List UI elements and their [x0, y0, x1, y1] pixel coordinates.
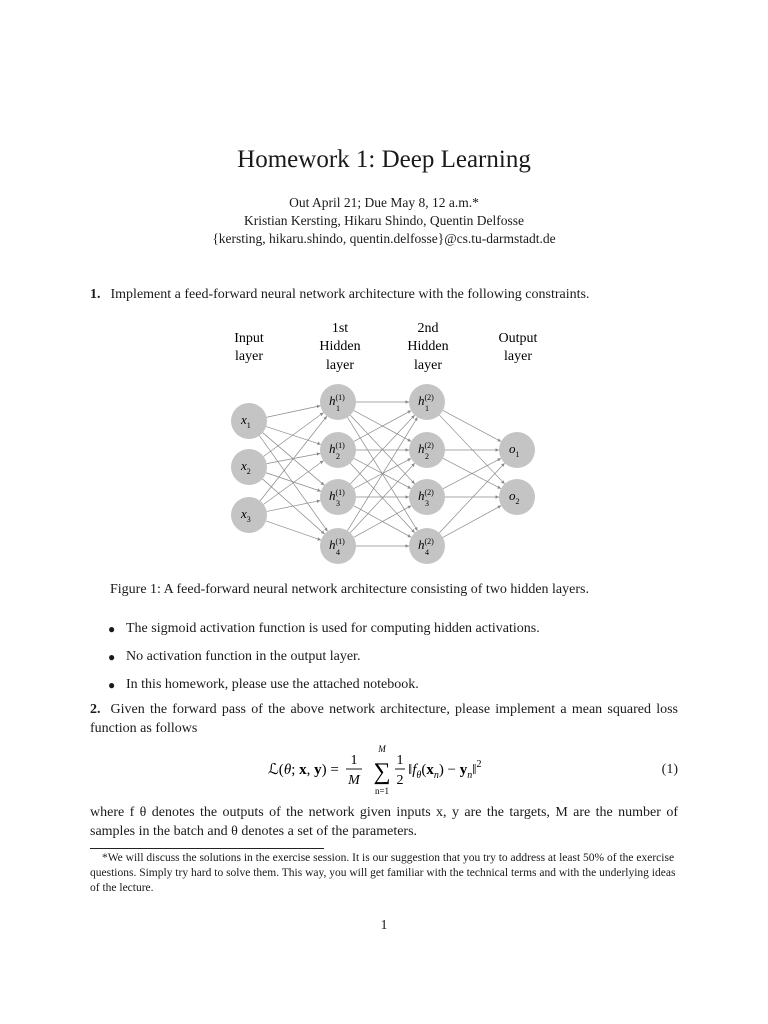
hidden1-layer-label-2: Hidden — [319, 339, 361, 354]
node-label: $x_3$ — [241, 506, 251, 524]
node-circle — [409, 432, 445, 468]
network-node-h2-4 — [409, 528, 445, 564]
question-1 — [90, 285, 678, 304]
node-label: $h^{(2)}$ — [418, 441, 434, 456]
network-node-h1-3 — [320, 479, 356, 515]
network-node-h2-2 — [409, 432, 445, 468]
constraints-list — [108, 615, 540, 699]
network-node-x-1 — [231, 403, 267, 439]
list-item-text: No activation function in the output layer. — [126, 649, 361, 664]
network-node-o-2 — [499, 479, 535, 515]
hidden1-layer-label-3: layer — [326, 358, 354, 373]
footnote: *We will discuss the solutions in the exercise session. It is our suggestion that you try to address at least 50% of the exercise questions. Simply try hard to solve them. This way, you will get familiar with the technical terms and with the underlying ideas of the lecture. — [90, 852, 676, 894]
input-layer-label-1: Input — [234, 331, 264, 346]
page-number: 1 — [380, 918, 388, 933]
hidden2-layer-label-2: Hidden — [407, 339, 449, 354]
author-emails: {kersting, hikaru.shindo, quentin.delfosse}@cs.tu-darmstadt.de — [212, 231, 556, 246]
node-circle — [409, 384, 445, 420]
node-circle — [409, 528, 445, 564]
hidden1-layer-label-1: 1st — [331, 321, 349, 336]
node-subscript: 4 — [336, 548, 340, 557]
network-node-x-3 — [231, 497, 267, 533]
list-item-text: The sigmoid activation function is used for computing hidden activations. — [126, 621, 540, 636]
network-node-h1-2 — [320, 432, 356, 468]
list-item-text: In this homework, please use the attached notebook. — [126, 677, 419, 692]
network-node-o-1 — [499, 432, 535, 468]
equation-number: (1) — [661, 762, 678, 777]
node-circle — [320, 479, 356, 515]
network-edge — [260, 416, 327, 501]
node-subscript: 3 — [336, 499, 340, 508]
network-node-x-2 — [231, 449, 267, 485]
list-item: ● No activation function in the output layer. — [108, 649, 361, 664]
sum-lower: n=1 — [374, 786, 390, 796]
question-1-text: Implement a feed-forward neural network architecture with the following constraints. — [110, 287, 590, 302]
node-subscript: 1 — [336, 404, 340, 413]
network-edge — [259, 436, 327, 532]
network-edge — [443, 410, 501, 441]
frac1-numerator: 1 — [350, 753, 358, 768]
question-2 — [90, 700, 678, 738]
node-label: $o_2$ — [509, 488, 520, 506]
node-label: $h^{(1)}$ — [329, 441, 345, 456]
node-label: $h^{(2)}$ — [418, 393, 434, 408]
frac2-denominator: 2 — [396, 773, 404, 788]
node-label: $h^{(2)}$ — [418, 537, 434, 552]
network-edge — [262, 479, 324, 534]
network-node-h2-1 — [409, 384, 445, 420]
hidden2-layer-label-1: 2nd — [417, 321, 439, 336]
equation-lhs: ℒ(θ; x, y) = — [268, 762, 339, 778]
network-edges — [259, 402, 504, 546]
frac1-denominator: M — [348, 773, 360, 788]
node-label: $h^{(1)}$ — [329, 537, 345, 552]
node-subscript: 2 — [336, 452, 340, 461]
question-1-number: 1. — [90, 287, 101, 302]
output-layer-label-1: Output — [498, 331, 538, 346]
node-subscript: 2 — [425, 452, 429, 461]
node-label: $h^{(1)}$ — [329, 488, 345, 503]
node-label: $h^{(2)}$ — [418, 488, 434, 503]
network-node-h2-3 — [409, 479, 445, 515]
node-circle — [320, 384, 356, 420]
equation-body: $‖f_\theta(x_n)$ − $y_n‖^2$ — [408, 759, 482, 781]
network-edge — [443, 506, 501, 538]
node-label: $x_1$ — [241, 412, 251, 430]
network-node-h1-4 — [320, 528, 356, 564]
after-equation-text: where f θ denotes the outputs of the network given inputs x, y are the targets, M are the number of samples in the batch and θ denotes a set of the parameters. — [90, 805, 678, 839]
list-item: ● The sigmoid activation function is used for computing hidden activations. — [108, 621, 540, 636]
neural-network-diagram — [220, 314, 550, 570]
output-layer-label-2: layer — [504, 349, 532, 364]
node-label: $h^{(1)}$ — [329, 393, 345, 408]
node-subscript: 3 — [425, 499, 429, 508]
input-layer-label-2: layer — [235, 349, 263, 364]
node-label: $x_2$ — [241, 458, 251, 476]
node-circle — [409, 479, 445, 515]
network-edge — [267, 406, 321, 417]
node-circle — [320, 432, 356, 468]
network-node-h1-1 — [320, 384, 356, 420]
network-edge — [266, 427, 321, 445]
node-subscript: 4 — [425, 548, 429, 557]
sum-symbol: ∑ — [373, 759, 391, 785]
loss-equation — [262, 742, 512, 798]
frac2-numerator: 1 — [396, 753, 404, 768]
sum-upper: M — [378, 744, 386, 754]
network-edge — [264, 461, 324, 505]
network-edge — [264, 413, 324, 457]
node-circle — [320, 528, 356, 564]
list-item: ● In this homework, please use the attached notebook. — [108, 677, 419, 692]
due-dates: Out April 21; Due May 8, 12 a.m.* — [289, 195, 479, 210]
document-title: Homework 1: Deep Learning — [237, 146, 531, 173]
authors: Kristian Kersting, Hikaru Shindo, Quentin Delfosse — [243, 213, 525, 228]
node-label: $o_1$ — [509, 441, 520, 459]
hidden2-layer-label-3: layer — [414, 358, 442, 373]
question-2-number: 2. — [90, 702, 101, 717]
footnote-rule — [90, 848, 324, 849]
figure-caption: Figure 1: A feed-forward neural network architecture consisting of two hidden layers. — [110, 582, 589, 597]
node-subscript: 1 — [425, 404, 429, 413]
question-2-text: Given the forward pass of the above network architecture, please implement a mean squared loss function as follows — [90, 702, 678, 736]
